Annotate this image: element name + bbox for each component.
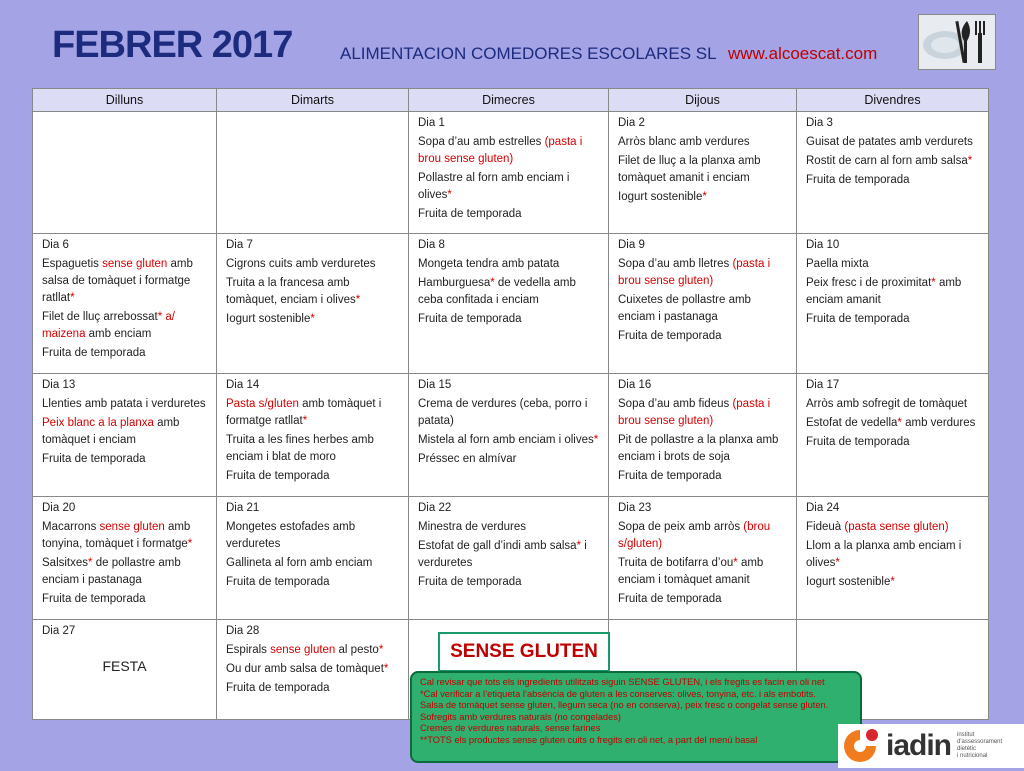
sense-gluten-label: SENSE GLUTEN <box>438 632 610 672</box>
weekday-header-row <box>33 89 989 112</box>
dish-line: Fruita de temporada <box>618 470 722 482</box>
iadin-mark-icon <box>840 726 884 766</box>
day-number: Dia 14 <box>226 379 260 391</box>
dish-line: Fruita de temporada <box>806 174 910 186</box>
dish-line: Iogurt sostenible* <box>226 313 315 325</box>
day-cell <box>409 497 609 620</box>
weekday-header: Dimarts <box>217 89 409 112</box>
dish-line: Estofat de vedella* amb verdures <box>806 417 976 429</box>
dish-line: Truita a les fines herbes amb enciam i blat de moro <box>226 434 374 463</box>
dish-line: Fruita de temporada <box>418 576 522 588</box>
dish-line: Espirals sense gluten al pesto* <box>226 644 384 656</box>
dish-line: Fruita de temporada <box>226 576 330 588</box>
weekday-header: Dijous <box>609 89 797 112</box>
dish-line: Fruita de temporada <box>42 453 146 465</box>
gluten-notes-box <box>410 671 862 763</box>
dish-line: Minestra de verdures <box>418 521 527 533</box>
day-number: Dia 10 <box>806 239 840 251</box>
day-number: Dia 8 <box>418 239 445 251</box>
day-cell <box>33 620 217 720</box>
iadin-logo <box>838 724 1024 768</box>
day-cell <box>609 234 797 374</box>
day-number: Dia 24 <box>806 502 840 514</box>
dish-line: Mistela al forn amb enciam i olives* <box>418 434 599 446</box>
dish-line: Cigrons cuits amb verduretes <box>226 258 376 270</box>
weekday-header: Divendres <box>797 89 989 112</box>
note-line: Cal revisar que tots els ingredients utilitzats siguin SENSE GLUTEN, i els fregits es facin en oli net <box>420 677 825 687</box>
dish-line: Fruita de temporada <box>226 682 330 694</box>
day-cell <box>217 112 409 234</box>
day-cell <box>609 374 797 497</box>
dish-line: Sopa d’au amb estrelles (pasta i brou sense gluten) <box>418 136 583 165</box>
dish-line: Rostit de carn al forn amb salsa* <box>806 155 973 167</box>
iadin-subtitle: institut d'assessorament dietètic i nutricional <box>957 732 1003 759</box>
day-cell <box>409 234 609 374</box>
dish-line: Pit de pollastre a la planxa amb enciam i brots de soja <box>618 434 779 463</box>
dish-line: Truita a la francesa amb tomàquet, enciam i olives* <box>226 277 361 306</box>
dish-line: Fruita de temporada <box>806 436 910 448</box>
dish-line: Fruita de temporada <box>618 330 722 342</box>
dish-line: Fruita de temporada <box>418 208 522 220</box>
day-cell <box>797 374 989 497</box>
day-number: Dia 1 <box>418 117 445 129</box>
dish-line: Guisat de patates amb verdurets <box>806 136 973 148</box>
week-row <box>33 497 989 620</box>
day-number: Dia 27 <box>42 625 76 637</box>
note-line: **TOTS els productes sense gluten cuits o fregits en oli net, a part del menú basal <box>420 734 758 745</box>
day-cell <box>217 497 409 620</box>
iadin-name: iadin <box>886 729 952 762</box>
dish-line: Truita de botifarra d’ou* amb enciam i tomàquet amanit <box>618 557 764 586</box>
dish-line: Espaguetis sense gluten amb salsa de tomàquet i formatge ratllat* <box>42 258 193 304</box>
day-number: Dia 6 <box>42 239 69 251</box>
day-number: Dia 3 <box>806 117 833 129</box>
day-cell <box>797 112 989 234</box>
note-line: Sofregits amb verdures naturals (no congelades) <box>420 711 622 722</box>
dish-line: Pasta s/gluten amb tomàquet i formatge ratllat* <box>226 398 382 427</box>
dish-line: Llenties amb patata i verduretes <box>42 398 206 410</box>
dish-line: Fruita de temporada <box>618 593 722 605</box>
day-cell <box>797 497 989 620</box>
dish-line: Fideuà (pasta sense gluten) <box>806 521 949 533</box>
day-cell <box>217 620 409 720</box>
day-number: Dia 22 <box>418 502 452 514</box>
day-cell <box>409 374 609 497</box>
dish-line: Sopa d’au amb lletres (pasta i brou sense gluten) <box>618 258 771 287</box>
dish-line: Fruita de temporada <box>226 470 330 482</box>
dish-line: Arròs blanc amb verdures <box>618 136 750 148</box>
dish-line: Fruita de temporada <box>806 313 910 325</box>
holiday-label: FESTA <box>102 658 147 674</box>
dish-line: Macarrons sense gluten amb tonyina, tomàquet i formatge* <box>42 521 193 550</box>
day-cell <box>609 112 797 234</box>
dish-line: Crema de verdures (ceba, porro i patata) <box>418 398 588 427</box>
dish-line: Mongeta tendra amb patata <box>418 258 560 270</box>
dish-line: Iogurt sostenible* <box>618 191 707 203</box>
dish-line: Pollastre al forn amb enciam i olives* <box>418 172 570 201</box>
dish-line: Fruita de temporada <box>42 593 146 605</box>
dish-line: Fruita de temporada <box>42 347 146 359</box>
dish-line: Sopa de peix amb arròs (brou s/gluten) <box>618 521 771 550</box>
day-cell <box>33 112 217 234</box>
dish-line: Peix fresc i de proximitat* amb enciam amanit <box>806 277 962 306</box>
week-row <box>33 374 989 497</box>
day-number: Dia 16 <box>618 379 652 391</box>
day-cell <box>409 112 609 234</box>
week-row <box>33 234 989 374</box>
day-number: Dia 28 <box>226 625 260 637</box>
dish-line: Ou dur amb salsa de tomàquet* <box>226 663 389 675</box>
day-number: Dia 7 <box>226 239 253 251</box>
dish-line: Llom a la planxa amb enciam i olives* <box>806 540 962 569</box>
dish-line: Préssec en almívar <box>418 453 517 465</box>
day-cell <box>609 497 797 620</box>
day-cell <box>33 374 217 497</box>
day-number: Dia 20 <box>42 502 76 514</box>
week-row <box>33 112 989 234</box>
cutlery-logo <box>918 14 996 70</box>
dish-line: Peix blanc a la planxa amb tomàquet i enciam <box>42 417 180 446</box>
day-cell <box>217 374 409 497</box>
day-cell <box>33 234 217 374</box>
day-number: Dia 23 <box>618 502 652 514</box>
dish-line: Hamburguesa* de vedella amb ceba confitada i enciam <box>418 277 576 306</box>
menu-table <box>32 88 989 720</box>
page-title: FEBRER 2017 <box>52 24 293 66</box>
note-line: Cremes de verdures naturals, sense farines <box>420 723 601 734</box>
dish-line: Cuixetes de pollastre amb enciam i pastanaga <box>618 294 751 323</box>
dish-line: Salsitxes* de pollastre amb enciam i pastanaga <box>42 557 181 586</box>
day-cell <box>217 234 409 374</box>
dish-line: Iogurt sostenible* <box>806 576 895 588</box>
day-cell <box>797 234 989 374</box>
dish-line: Fruita de temporada <box>418 313 522 325</box>
dish-line: Paella mixta <box>806 258 869 270</box>
day-number: Dia 15 <box>418 379 452 391</box>
day-number: Dia 9 <box>618 239 645 251</box>
day-number: Dia 21 <box>226 502 260 514</box>
dish-line: Sopa d’au amb fideus (pasta i brou sense gluten) <box>618 398 771 427</box>
dish-line: Filet de lluç arrebossat* a/ maizena amb enciam <box>42 311 175 340</box>
day-cell <box>33 497 217 620</box>
dish-line: Filet de lluç a la planxa amb tomàquet amanit i enciam <box>618 155 761 184</box>
day-number: Dia 2 <box>618 117 645 129</box>
note-line: Salsa de tomàquet sense gluten, llegum seca (no en conserva), peix fresc o congelat sense gluten. <box>420 700 829 711</box>
dish-line: Gallineta al forn amb enciam <box>226 557 373 569</box>
weekday-header: Dilluns <box>33 89 217 112</box>
website-link[interactable]: www.alcoescat.com <box>728 44 878 63</box>
note-line: *Cal verificar a l’etiqueta l’absència de gluten a les conserves: olives, tonyina, etc. i als embotits. <box>420 688 816 699</box>
company-name: ALIMENTACION COMEDORES ESCOLARES SL <box>340 44 717 63</box>
day-number: Dia 13 <box>42 379 76 391</box>
weekday-header: Dimecres <box>409 89 609 112</box>
dish-line: Estofat de gall d’indi amb salsa* i verduretes <box>418 540 587 569</box>
day-number: Dia 17 <box>806 379 840 391</box>
dish-line: Arròs amb sofregit de tomàquet <box>806 398 968 410</box>
dish-line: Mongetes estofades amb verduretes <box>226 521 356 550</box>
